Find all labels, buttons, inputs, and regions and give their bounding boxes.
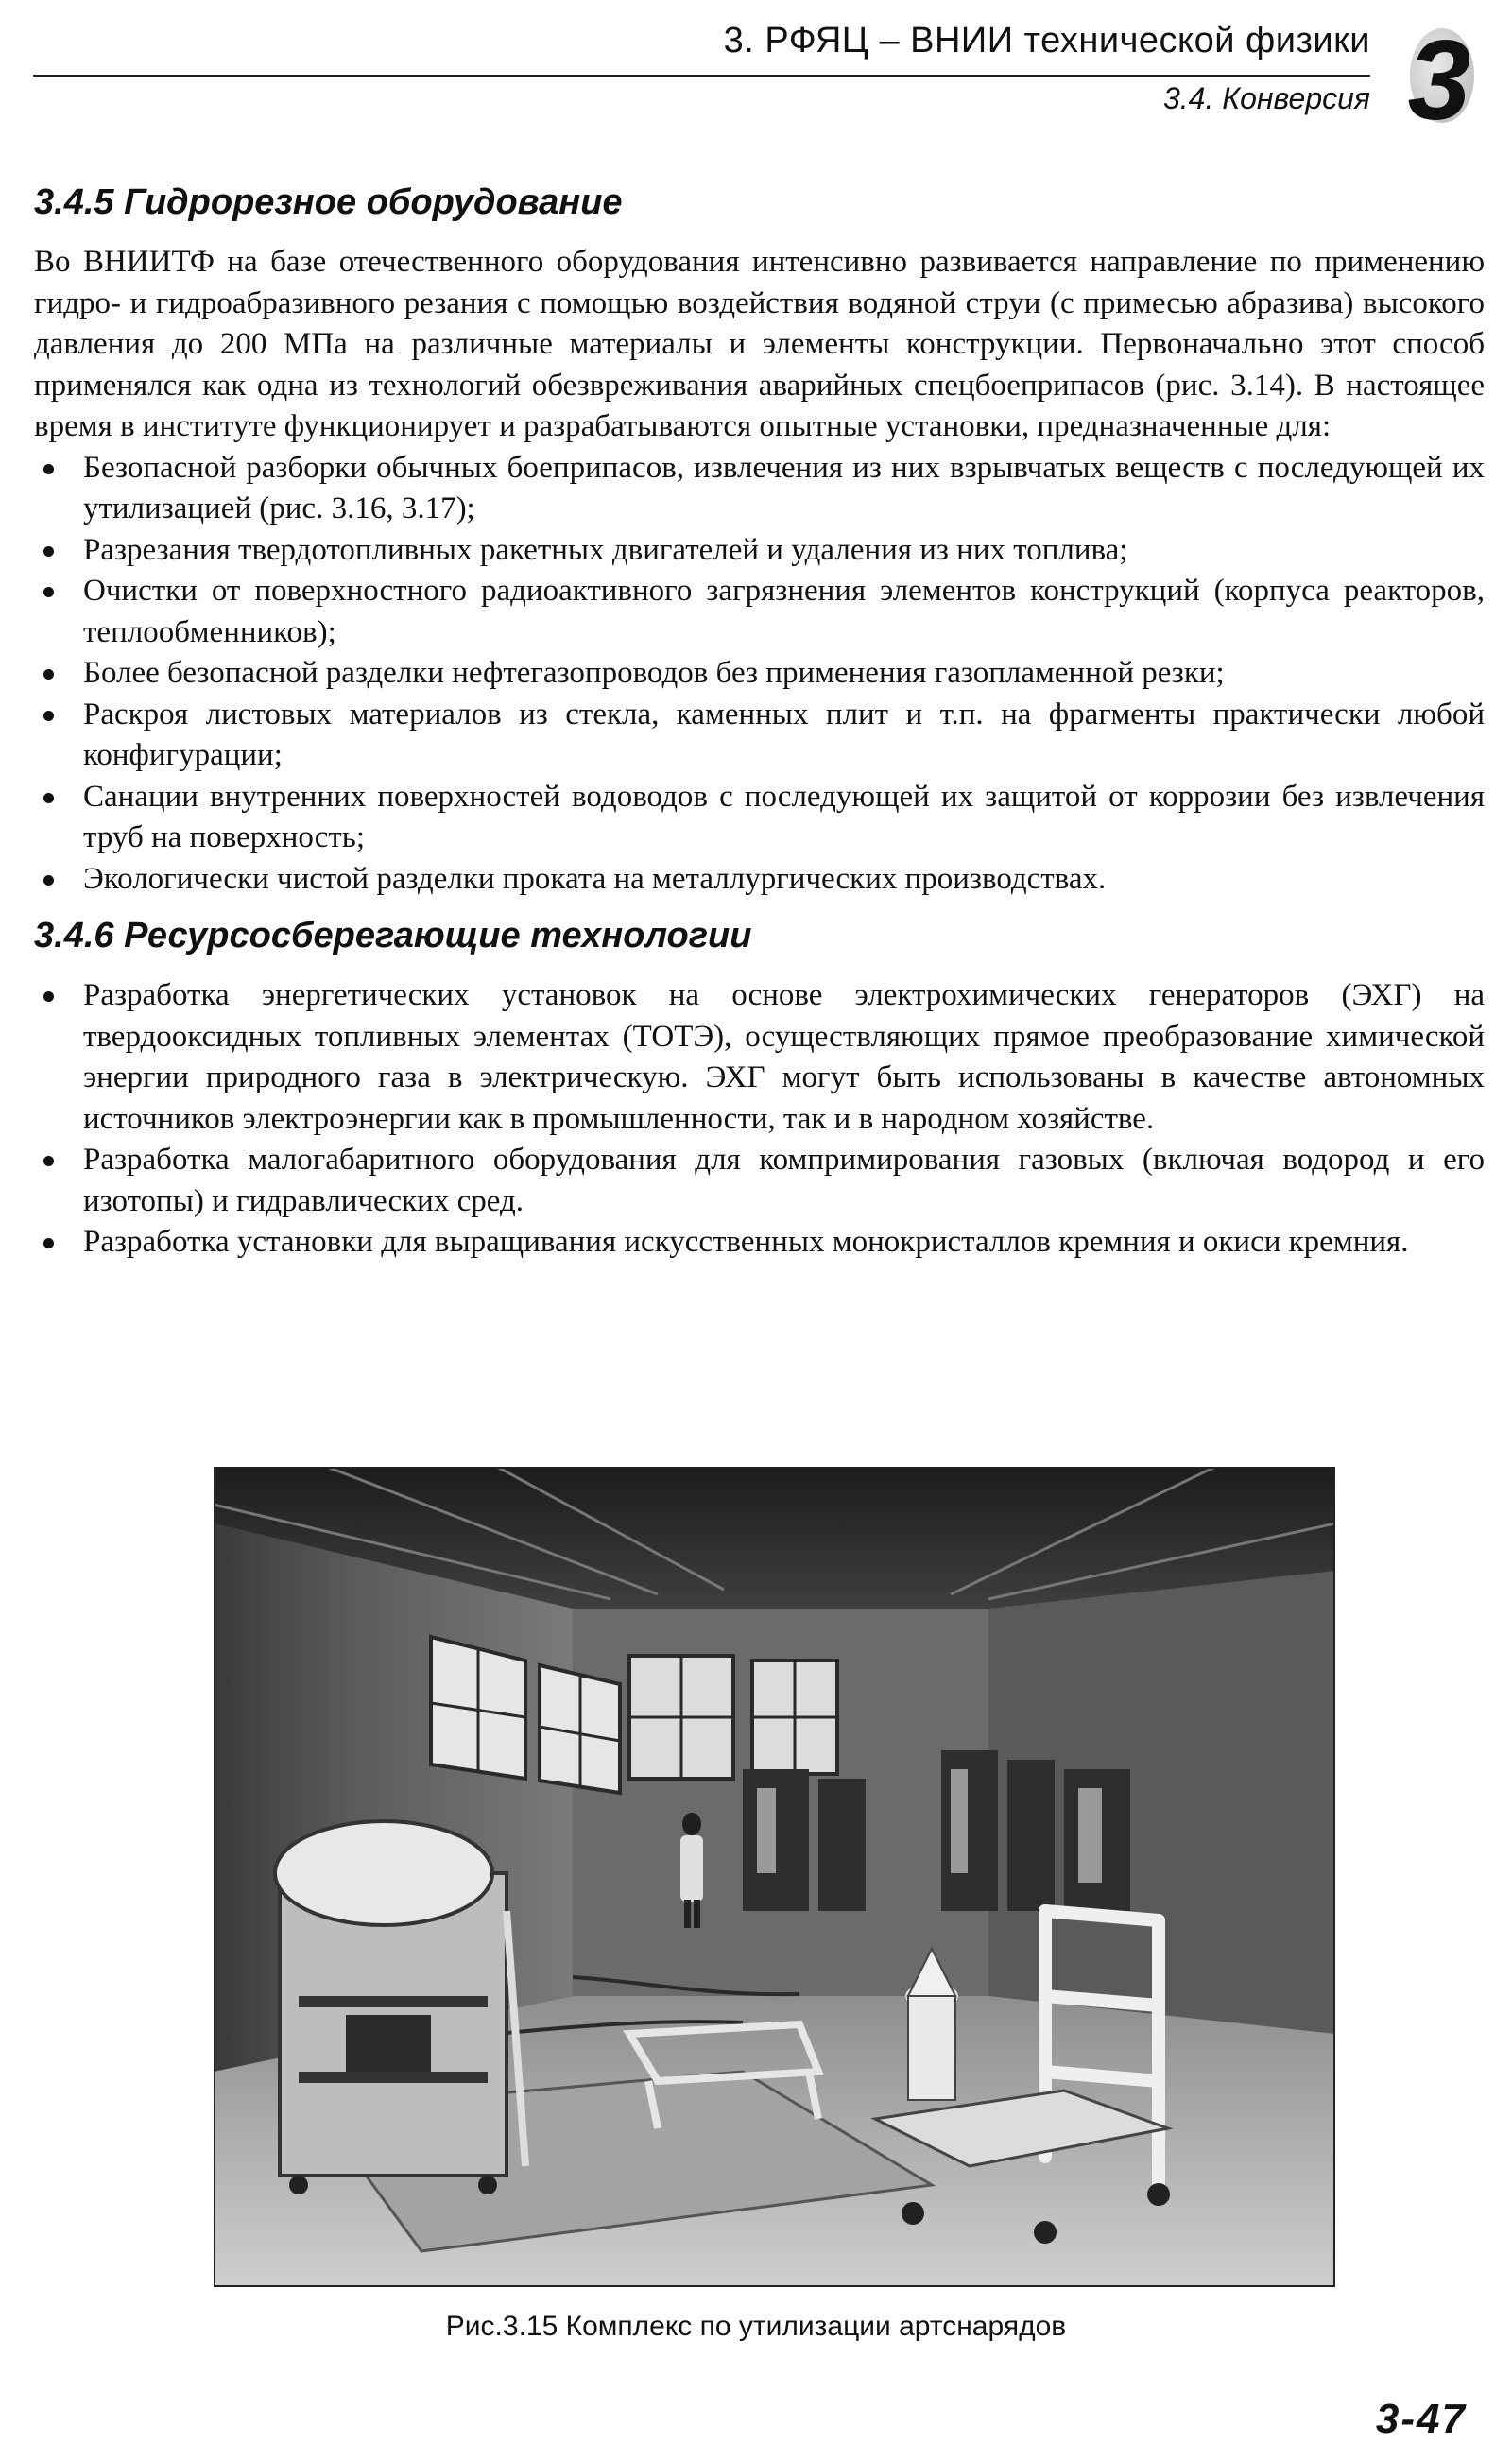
section-title: 3.4. Конверсия xyxy=(1162,81,1370,115)
list-item: Разрезания твердотопливных ракетных двигателей и удаления из них топлива; xyxy=(34,530,1485,572)
list-item: Более безопасной разделки нефтегазопроводов без применения газопламенной резки; xyxy=(34,653,1485,695)
hydrocutting-list xyxy=(34,448,1485,901)
header-rule xyxy=(33,75,1370,77)
section-heading-hydrocutting: 3.4.5 Гидрорезное оборудование xyxy=(34,182,623,222)
running-header xyxy=(0,0,1512,142)
figure-photo xyxy=(214,1467,1335,2287)
chapter-title: 3. РФЯЦ – ВНИИ технической физики xyxy=(723,21,1370,60)
cutting-machine xyxy=(275,1821,525,2194)
list-item: Разработка малогабаритного оборудования для компримирования газовых (включая водород и его изотопы) и гидравлических сред. xyxy=(34,1140,1485,1222)
main-content xyxy=(34,180,1485,1264)
bullet-icon xyxy=(43,464,54,474)
resource-saving-list xyxy=(34,975,1485,1264)
chapter-number-mark xyxy=(1397,17,1482,135)
chapter-mark-glyph: 3 xyxy=(1407,17,1471,135)
list-item: Очистки от поверхностного радиоактивного загрязнения элементов конструкций (корпуса реакторов, теплообменников); xyxy=(34,571,1485,653)
bullet-icon xyxy=(43,793,54,803)
list-item: Санации внутренних поверхностей водоводов с последующей их защитой от коррозии без извлечения труб на поверхность; xyxy=(34,777,1485,859)
intro-paragraph: Во ВНИИТФ на базе отечественного оборудования интенсивно развивается направление по применению гидро- и гидроабразивного резания с помощью воздействия водяной струи (с примесью абразива) высокого давления до 200 МПа на различные материалы и элементы конструкции. Первоначально этот способ применялся как одна из технологий обезвреживания аварийных спецбоеприпасов (рис. 3.14). В настоящее время в институте функционирует и разрабатываются опытные установки, предназначенные для: xyxy=(34,245,1485,443)
list-item: Безопасной разборки обычных боеприпасов, извлечения из них взрывчатых веществ с последующей их утилизацией (рис. 3.16, 3.17); xyxy=(34,448,1485,530)
figure-caption: Рис.3.15 Комплекс по утилизации артснарядов xyxy=(445,2311,1067,2342)
list-item: Экологически чистой разделки проката на металлургических производствах. xyxy=(34,859,1485,901)
bullet-icon xyxy=(43,669,54,680)
section-heading-resource-saving: 3.4.6 Ресурсосберегающие технологии xyxy=(34,916,752,955)
bullet-icon xyxy=(43,875,54,886)
bullet-icon xyxy=(43,1238,54,1248)
list-item: Разработка установки для выращивания искусственных монокристаллов кремния и окиси кремния. xyxy=(34,1222,1485,1264)
bullet-icon xyxy=(43,1156,54,1166)
list-item: Раскроя листовых материалов из стекла, каменных плит и т.п. на фрагменты практически любой конфигурации; xyxy=(34,695,1485,777)
bullet-icon xyxy=(43,587,54,597)
list-item: Разработка энергетических установок на основе электрохимических генераторов (ЭХГ) на твердооксидных топливных элементах (ТОТЭ), осуществляющих прямое преобразование химической энергии природного газа в электрическую. ЭХГ могут быть использованы в качестве автономных источников электроэнергии как в промышленности, так и в народном хозяйстве. xyxy=(34,975,1485,1140)
bullet-icon xyxy=(43,546,54,557)
workshop-photo xyxy=(214,1467,1335,2287)
bullet-icon xyxy=(43,711,54,721)
bullet-icon xyxy=(43,991,54,1002)
page-number: 3-47 xyxy=(1375,2396,1467,2442)
